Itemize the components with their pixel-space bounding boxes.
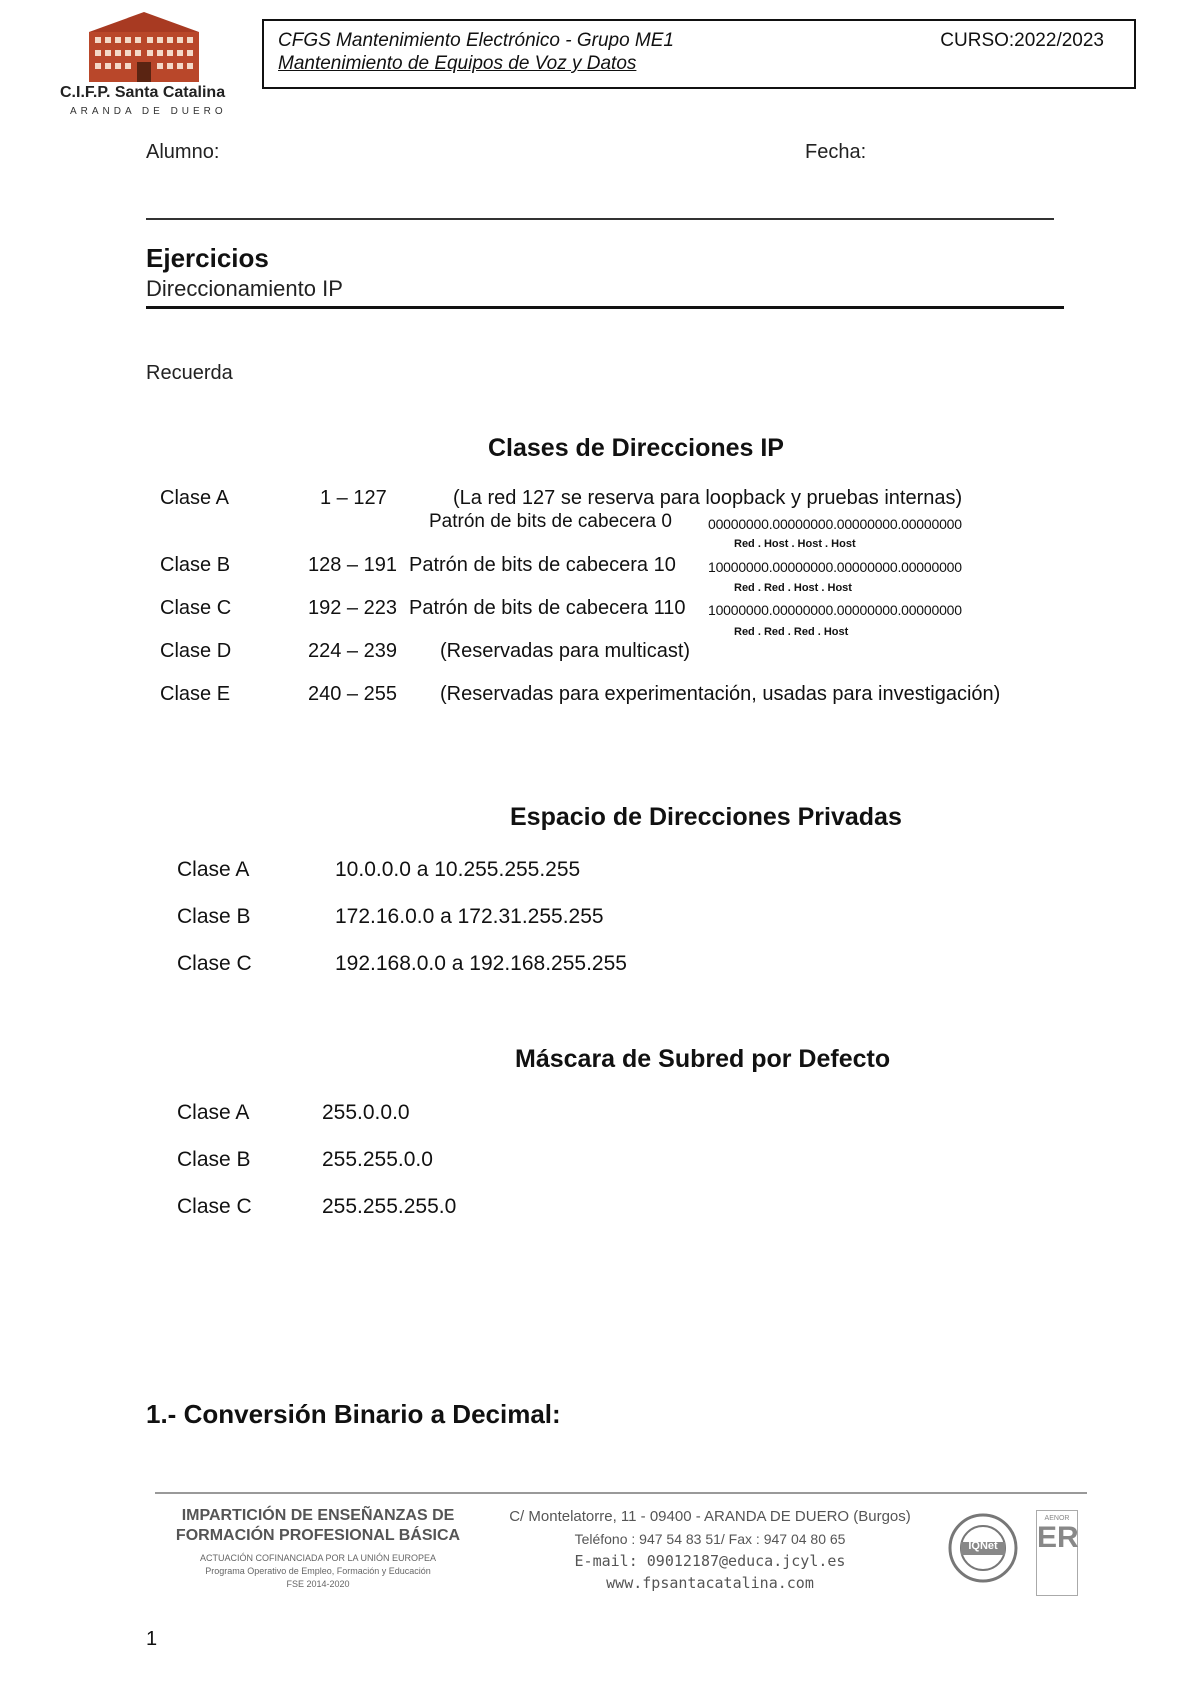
class-a-bits: 00000000.00000000.00000000.00000000	[708, 516, 962, 532]
page-subtitle: Direccionamiento IP	[146, 276, 343, 301]
footer-funding-line5: FSE 2014-2020	[286, 1579, 350, 1589]
aenor-er-icon: ER	[1037, 1521, 1079, 1554]
date-label: Fecha:	[805, 141, 867, 163]
class-b-bits: 10000000.00000000.00000000.00000000	[708, 559, 962, 575]
private-range: 192.168.0.0 a 192.168.255.255	[335, 952, 627, 975]
building-icon	[83, 10, 205, 82]
footer-funding-line1: IMPARTICIÓN DE ENSEÑANZAS DE	[181, 1507, 455, 1524]
private-class-label: Clase B	[177, 905, 251, 928]
course-year: CURSO:2022/2023	[940, 30, 1104, 51]
private-range: 10.0.0.0 a 10.255.255.255	[335, 858, 581, 881]
class-range: 192 – 223	[308, 597, 397, 619]
school-logo	[55, 10, 245, 120]
iqnet-seal-icon	[948, 1513, 1018, 1588]
private-range: 172.16.0.0 a 172.31.255.255	[335, 905, 604, 928]
page-title: Ejercicios	[146, 243, 269, 273]
footer-funding	[168, 1506, 468, 1591]
class-range: 224 – 239	[308, 640, 397, 662]
classes-title: Clases de Direcciones IP	[488, 434, 784, 462]
footer-website[interactable]: www.fpsantacatalina.com	[606, 1574, 814, 1592]
private-class-label: Clase A	[177, 858, 250, 881]
aenor-label: AENOR	[1044, 1515, 1070, 1522]
footer-address: C/ Montelatorre, 11 - 09400 - ARANDA DE DUERO (Burgos)	[509, 1508, 911, 1525]
class-c-fields: Red . Red . Red . Host	[734, 626, 849, 638]
masks-title: Máscara de Subred por Defecto	[515, 1045, 891, 1073]
mask-class-label: Clase B	[177, 1148, 251, 1171]
class-a-pattern: Patrón de bits de cabecera 0	[429, 511, 672, 532]
footer-divider	[155, 1492, 1087, 1494]
footer-phone: Teléfono : 947 54 83 51/ Fax : 947 04 80 65	[574, 1531, 846, 1547]
page-number: 1	[146, 1628, 158, 1650]
footer-funding-line3: ACTUACIÓN COFINANCIADA POR LA UNIÓN EUROPEA	[199, 1553, 437, 1563]
mask-value: 255.0.0.0	[322, 1101, 410, 1124]
exercise-title: 1.- Conversión Binario a Decimal:	[146, 1399, 561, 1429]
class-note: (Reservadas para experimentación, usadas para investigación)	[440, 683, 1001, 705]
mask-class-label: Clase A	[177, 1101, 250, 1124]
class-label: Clase E	[160, 683, 231, 705]
class-a-fields: Red . Host . Host . Host	[734, 538, 856, 550]
module-name: Mantenimiento de Equipos de Voz y Datos	[278, 53, 637, 74]
private-class-label: Clase C	[177, 952, 252, 975]
class-b-fields: Red . Red . Host . Host	[734, 582, 852, 594]
mask-value: 255.255.255.0	[322, 1195, 457, 1218]
class-note: Patrón de bits de cabecera 110	[409, 597, 686, 619]
course-name: CFGS Mantenimiento Electrónico - Grupo ME1	[278, 30, 674, 51]
class-range: 1 – 127	[320, 487, 387, 509]
footer-contact	[490, 1506, 930, 1594]
title-rule	[146, 306, 1064, 309]
aenor-badge	[1036, 1510, 1078, 1596]
mask-value: 255.255.0.0	[322, 1148, 433, 1171]
private-title: Espacio de Direcciones Privadas	[510, 803, 902, 831]
footer-funding-line2: FORMACIÓN PROFESIONAL BÁSICA	[175, 1527, 461, 1544]
class-label: Clase B	[160, 554, 231, 576]
footer-email[interactable]: E-mail: 09012187@educa.jcyl.es	[574, 1552, 846, 1570]
recall-label: Recuerda	[146, 362, 233, 384]
header-box	[262, 19, 1136, 89]
class-label: Clase A	[160, 487, 229, 509]
class-note: (Reservadas para multicast)	[440, 640, 691, 662]
seal-text: IQNet	[968, 1540, 998, 1552]
class-label: Clase C	[160, 597, 232, 619]
divider	[146, 218, 1054, 220]
class-range: 240 – 255	[308, 683, 397, 705]
class-range: 128 – 191	[308, 554, 397, 576]
school-city: ARANDA DE DUERO	[70, 106, 227, 117]
class-note: (La red 127 se reserva para loopback y pruebas internas)	[453, 487, 963, 509]
class-c-bits: 10000000.00000000.00000000.00000000	[708, 602, 962, 618]
class-note: Patrón de bits de cabecera 10	[409, 554, 676, 576]
mask-class-label: Clase C	[177, 1195, 252, 1218]
school-name: C.I.F.P. Santa Catalina	[60, 84, 226, 101]
footer-funding-line4: Programa Operativo de Empleo, Formación y Educación	[205, 1566, 431, 1576]
class-label: Clase D	[160, 640, 232, 662]
student-label: Alumno:	[146, 141, 220, 163]
